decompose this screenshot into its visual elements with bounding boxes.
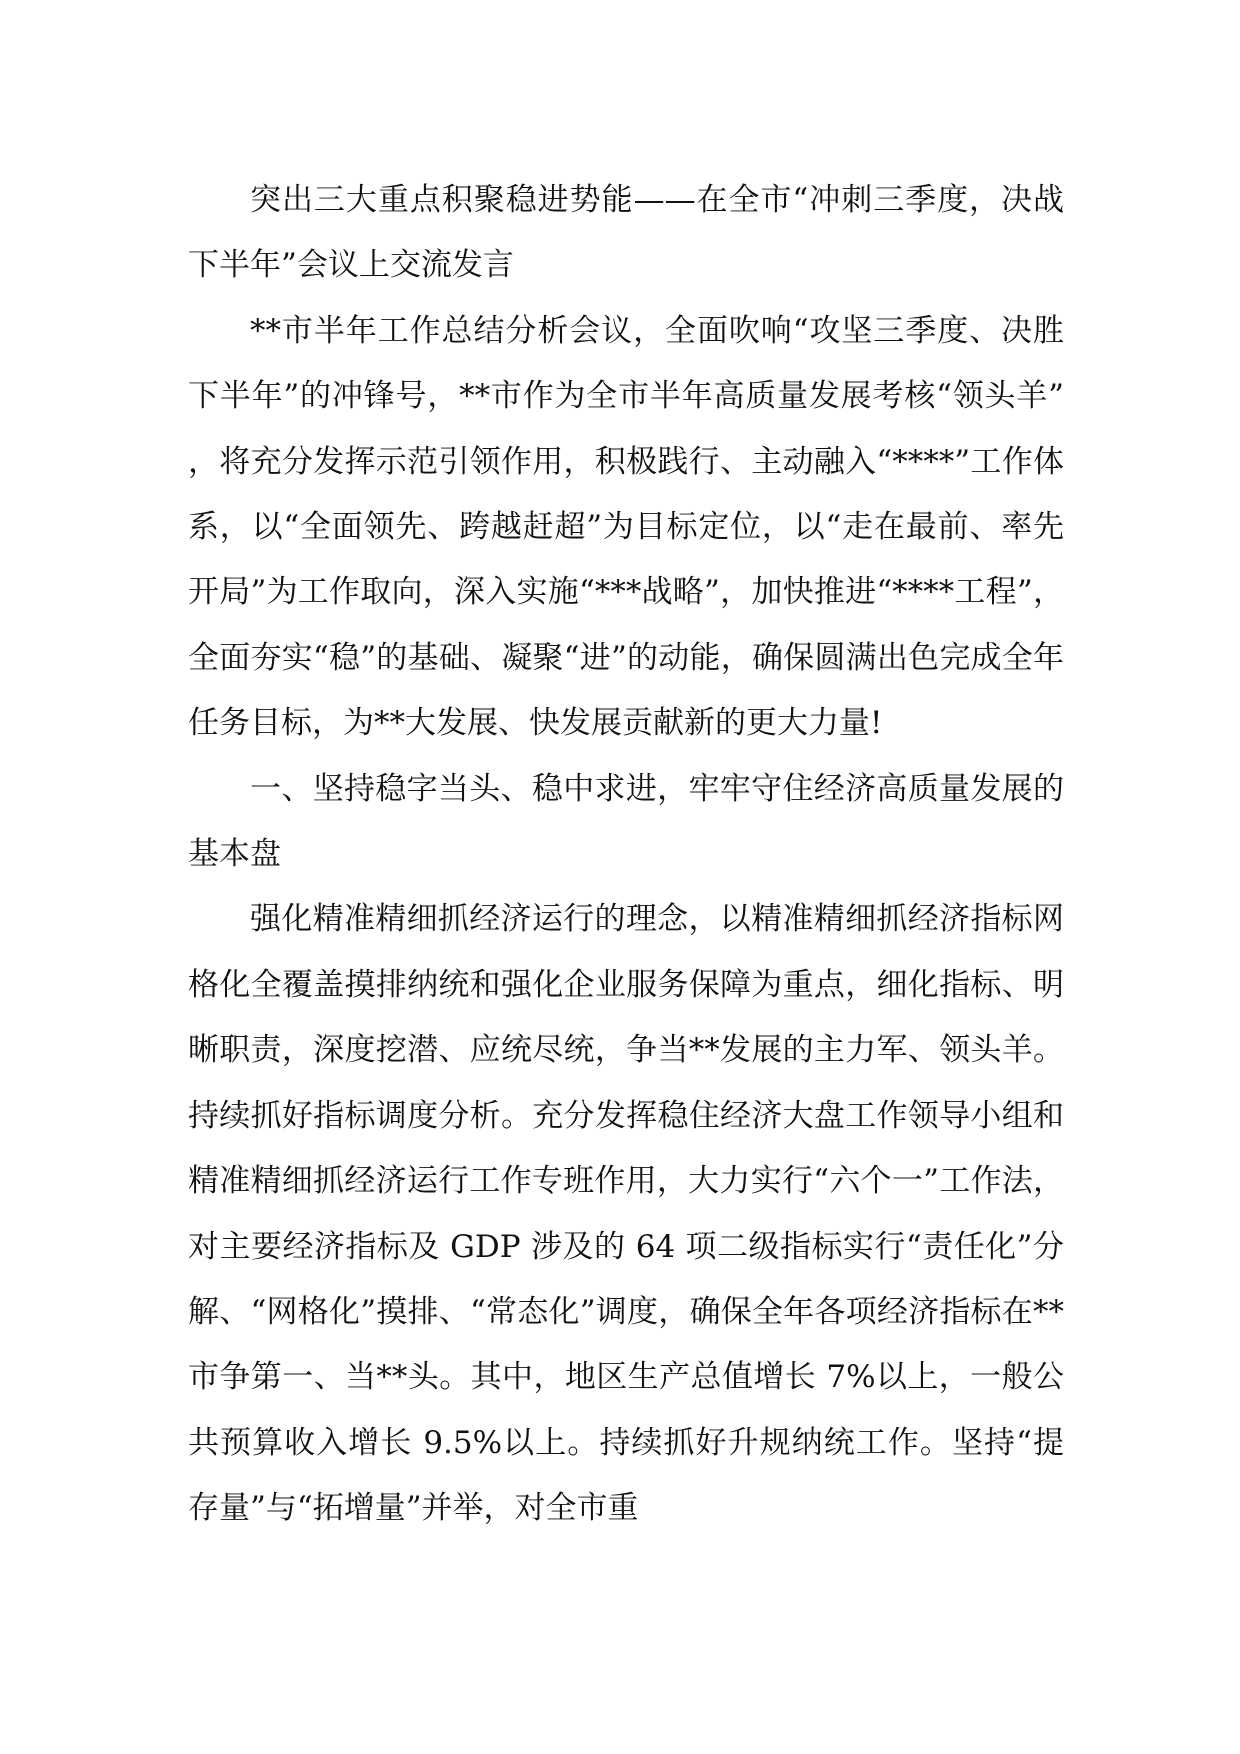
section-heading-1: 一、坚持稳字当头、稳中求进，牢牢守住经济高质量发展的基本盘	[188, 770, 1064, 873]
body-paragraph: 强化精准精细抓经济运行的理念，以精准精细抓经济指标网格化全覆盖摸排纳统和强化企业服务保障为重点，细化指标、明晰职责，深度挖潜、应统尽统，争当**发展的主力军、领头羊。持续抓好指标调度分析。充分发挥稳住经济大盘工作领导小组和精准精细抓经济运行工作专班作用，大力实行“六个一”工作法，对主要经济指标及 GDP 涉及的 64 项二级指标实行“责任化”分解、“网格化”摸排、“常态化”调度，确保全年各项经济指标在**市争第一、当**头。其中，地区生产总值增长 7%以上，一般公共预算收入增长 9.5%以上。持续抓好升规纳统工作。坚持“提存量”与“拓增量”并举，对全市重	[188, 901, 1064, 1527]
intro-paragraph: **市半年工作总结分析会议，全面吹响“攻坚三季度、决胜下半年”的冲锋号，**市作为全市半年高质量发展考核“领头羊”，将充分发挥示范引领作用，积极践行、主动融入“****”工作体系，以“全面领先、跨越赶超”为目标定位，以“走在最前、率先开局”为工作取向，深入实施“***战略”，加快推进“****工程”，全面夯实“稳”的基础、凝聚“进”的动能，确保圆满出色完成全年任务目标，为**大发展、快发展贡献新的更大力量!	[188, 312, 1064, 742]
document-title: 突出三大重点积聚稳进势能——在全市“冲刺三季度，决战下半年”会议上交流发言	[188, 182, 1064, 284]
document-body	[188, 168, 1064, 1542]
